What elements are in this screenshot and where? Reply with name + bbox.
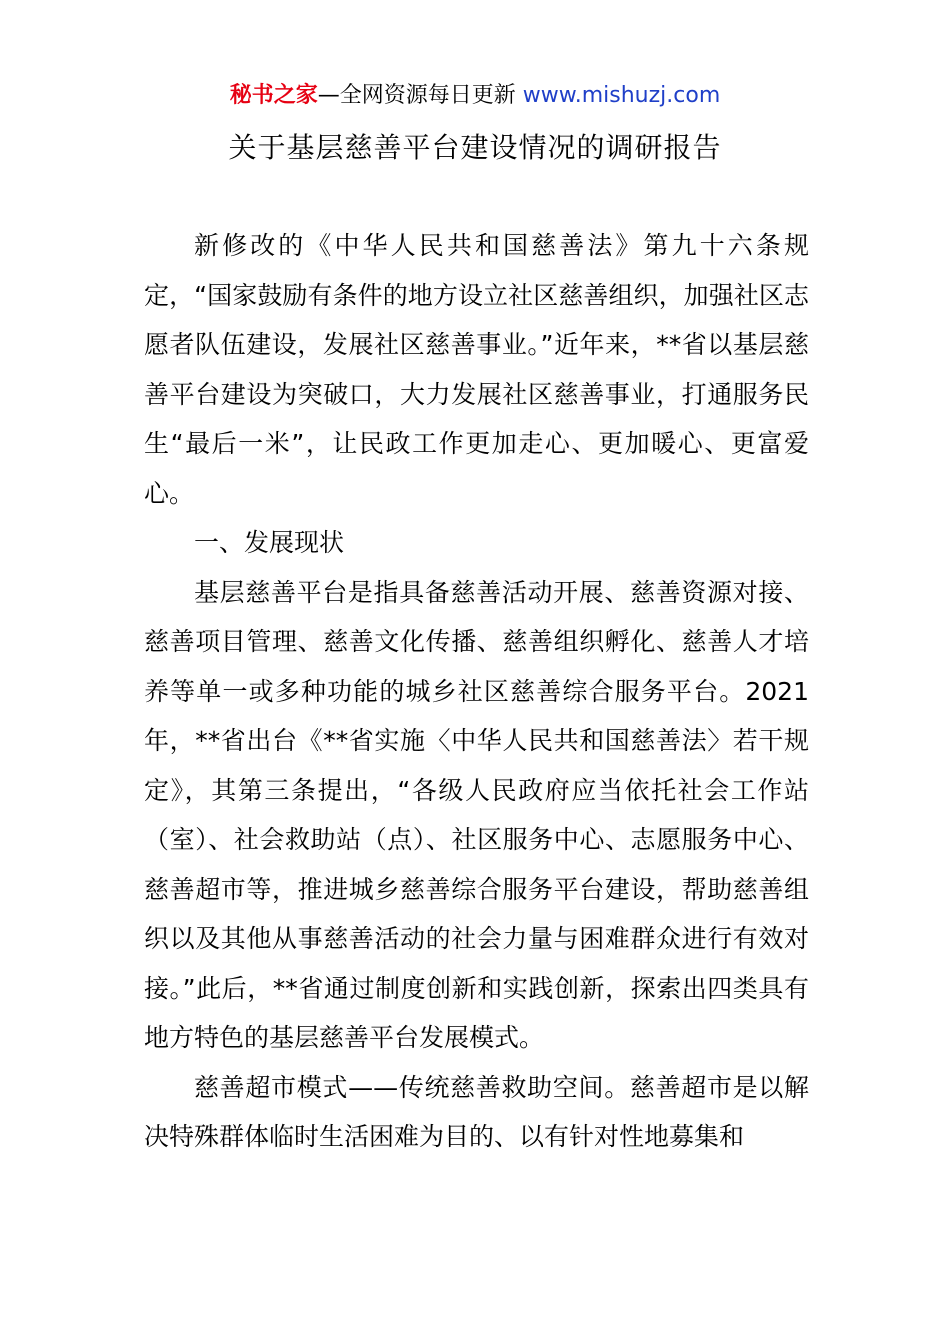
body-paragraph: 慈善超市模式——传统慈善救助空间。慈善超市是以解决特殊群体临时生活困难为目的、以有针对性地募集和	[144, 1072, 809, 1151]
document-body	[144, 221, 809, 1162]
header-tagline: —全网资源每日更新	[317, 83, 516, 108]
site-url-link[interactable]: www.mishuzj.com	[522, 83, 721, 108]
site-header	[0, 80, 950, 112]
body-paragraph: 基层慈善平台是指具备慈善活动开展、慈善资源对接、慈善项目管理、慈善文化传播、慈善组织孵化、慈善人才培养等单一或多种功能的城乡社区慈善综合服务平台。2021年，**省出台《**省实施〈中华人民共和国慈善法〉若干规定》，其第三条提出，“各级人民政府应当依托社会工作站（室）、社会救助站（点）、社区服务中心、志愿服务中心、慈善超市等，推进城乡慈善综合服务平台建设，帮助慈善组织以及其他从事慈善活动的社会力量与困难群众进行有效对接。”此后，**省通过制度创新和实践创新，探索出四类具有地方特色的基层慈善平台发展模式。	[144, 577, 809, 1052]
intro-paragraph: 新修改的《中华人民共和国慈善法》第九十六条规定，“国家鼓励有条件的地方设立社区慈善组织，加强社区志愿者队伍建设，发展社区慈善事业。”近年来，**省以基层慈善平台建设为突破口，大力发展社区慈善事业，打通服务民生“最后一米”，让民政工作更加走心、更加暖心、更富爱心。	[144, 231, 809, 508]
section-heading: 一、发展现状	[194, 528, 345, 557]
document-title: 关于基层慈善平台建设情况的调研报告	[228, 131, 722, 164]
brand-name: 秘书之家	[229, 83, 318, 108]
